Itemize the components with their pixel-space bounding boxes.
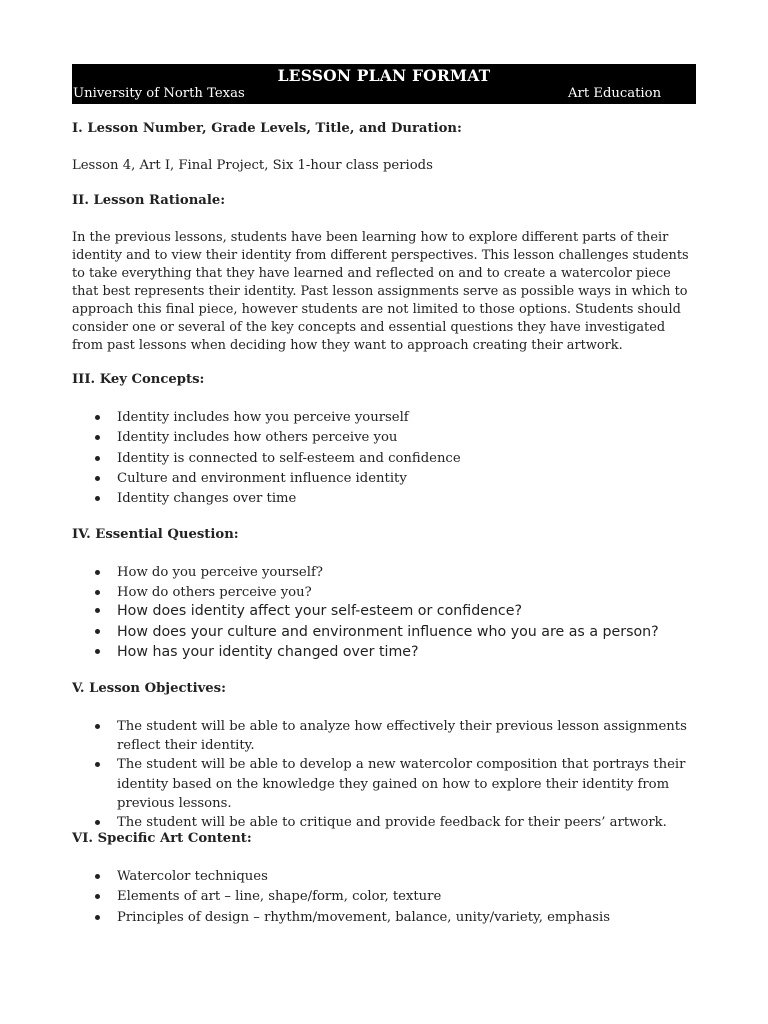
list-item — [72, 408, 696, 428]
list-item — [72, 717, 696, 755]
list-item — [72, 489, 696, 509]
list-item-text: The student will be able to critique and provide feedback for their peers’ artwork. — [117, 815, 667, 831]
bullet-icon — [95, 435, 100, 440]
list-item-text: Identity includes how you perceive yourself — [117, 410, 409, 425]
bullet-icon — [95, 629, 100, 634]
bullet-icon — [95, 649, 100, 654]
list-item-text: Identity includes how others perceive you — [117, 430, 398, 446]
bullet-icon — [95, 456, 100, 461]
section-6-heading: VI. Specific Art Content: — [72, 831, 252, 846]
list-item — [72, 813, 696, 832]
section-3-heading: III. Key Concepts: — [72, 372, 205, 387]
bullet-icon — [95, 762, 100, 767]
list-item-text: Identity changes over time — [117, 491, 297, 507]
list-item — [72, 449, 696, 469]
list-item — [72, 642, 696, 663]
bullet-icon — [95, 608, 100, 613]
list-item-text: Culture and environment influence identity — [117, 470, 407, 486]
list-item — [72, 622, 696, 643]
section-2-heading: II. Lesson Rationale: — [72, 193, 226, 208]
section-1-heading: I. Lesson Number, Grade Levels, Title, and Duration: — [72, 121, 462, 136]
bullet-icon — [95, 894, 100, 899]
list-item — [72, 887, 696, 907]
essential-questions-list-continued — [72, 601, 696, 663]
bullet-icon — [95, 476, 100, 481]
list-item — [72, 908, 696, 928]
section-1-text: Lesson 4, Art I, Final Project, Six 1-hour class periods — [72, 158, 433, 173]
bullet-icon — [95, 590, 100, 595]
department-name: Art Education — [568, 86, 662, 101]
list-item-text: How does identity affect your self-esteem or confidence? — [117, 603, 522, 619]
bullet-icon — [95, 874, 100, 879]
section-4-heading: IV. Essential Question: — [72, 527, 239, 542]
document-title: LESSON PLAN FORMAT — [277, 66, 491, 85]
list-item — [72, 428, 696, 448]
document-header — [72, 64, 696, 104]
bullet-icon — [95, 915, 100, 920]
essential-questions-list — [72, 563, 696, 603]
list-item — [72, 583, 696, 603]
list-item — [72, 601, 696, 622]
list-item-text: The student will be able to analyze how effectively their previous lesson assignments reflect their identity. — [117, 719, 687, 754]
key-concepts-list — [72, 408, 696, 509]
bullet-icon — [95, 570, 100, 575]
list-item-text: The student will be able to develop a new watercolor composition that portrays their identity based on the knowledge they gained on how to explore their identity from previous lessons. — [117, 757, 686, 811]
list-item — [72, 469, 696, 489]
list-item-text: How has your identity changed over time? — [117, 644, 419, 660]
bullet-icon — [95, 496, 100, 501]
art-content-list — [72, 867, 696, 928]
list-item — [72, 563, 696, 583]
institution-name: University of North Texas — [73, 86, 245, 101]
list-item-text: How does your culture and environment influence who you are as a person? — [117, 623, 659, 640]
section-2-text: In the previous lessons, students have been learning how to explore different parts of their identity and to view their identity from different perspectives. This lesson challenges students to take everything that they have learned and reflected on and to create a watercolor piece that best represents their identity. Past lesson assignments serve as possible ways in which to approach this final piece, however students are not limited to those options. Students should consider one or several of the key concepts and essential questions they have investigated from past lessons when deciding how they want to approach creating their artwork. — [72, 230, 689, 353]
bullet-icon — [95, 724, 100, 729]
list-item-text: How do you perceive yourself? — [117, 565, 323, 580]
section-5-heading: V. Lesson Objectives: — [72, 681, 226, 696]
list-item-text: How do others perceive you? — [117, 585, 312, 600]
list-item-text: Watercolor techniques — [117, 869, 268, 884]
bullet-icon — [95, 820, 100, 825]
list-item-text: Identity is connected to self-esteem and confidence — [117, 450, 461, 466]
list-item-text: Principles of design – rhythm/movement, balance, unity/variety, emphasis — [117, 909, 610, 925]
list-item-text: Elements of art – line, shape/form, color, texture — [117, 889, 442, 905]
list-item — [72, 755, 696, 813]
bullet-icon — [95, 415, 100, 420]
list-item — [72, 867, 696, 887]
objectives-list — [72, 717, 696, 832]
